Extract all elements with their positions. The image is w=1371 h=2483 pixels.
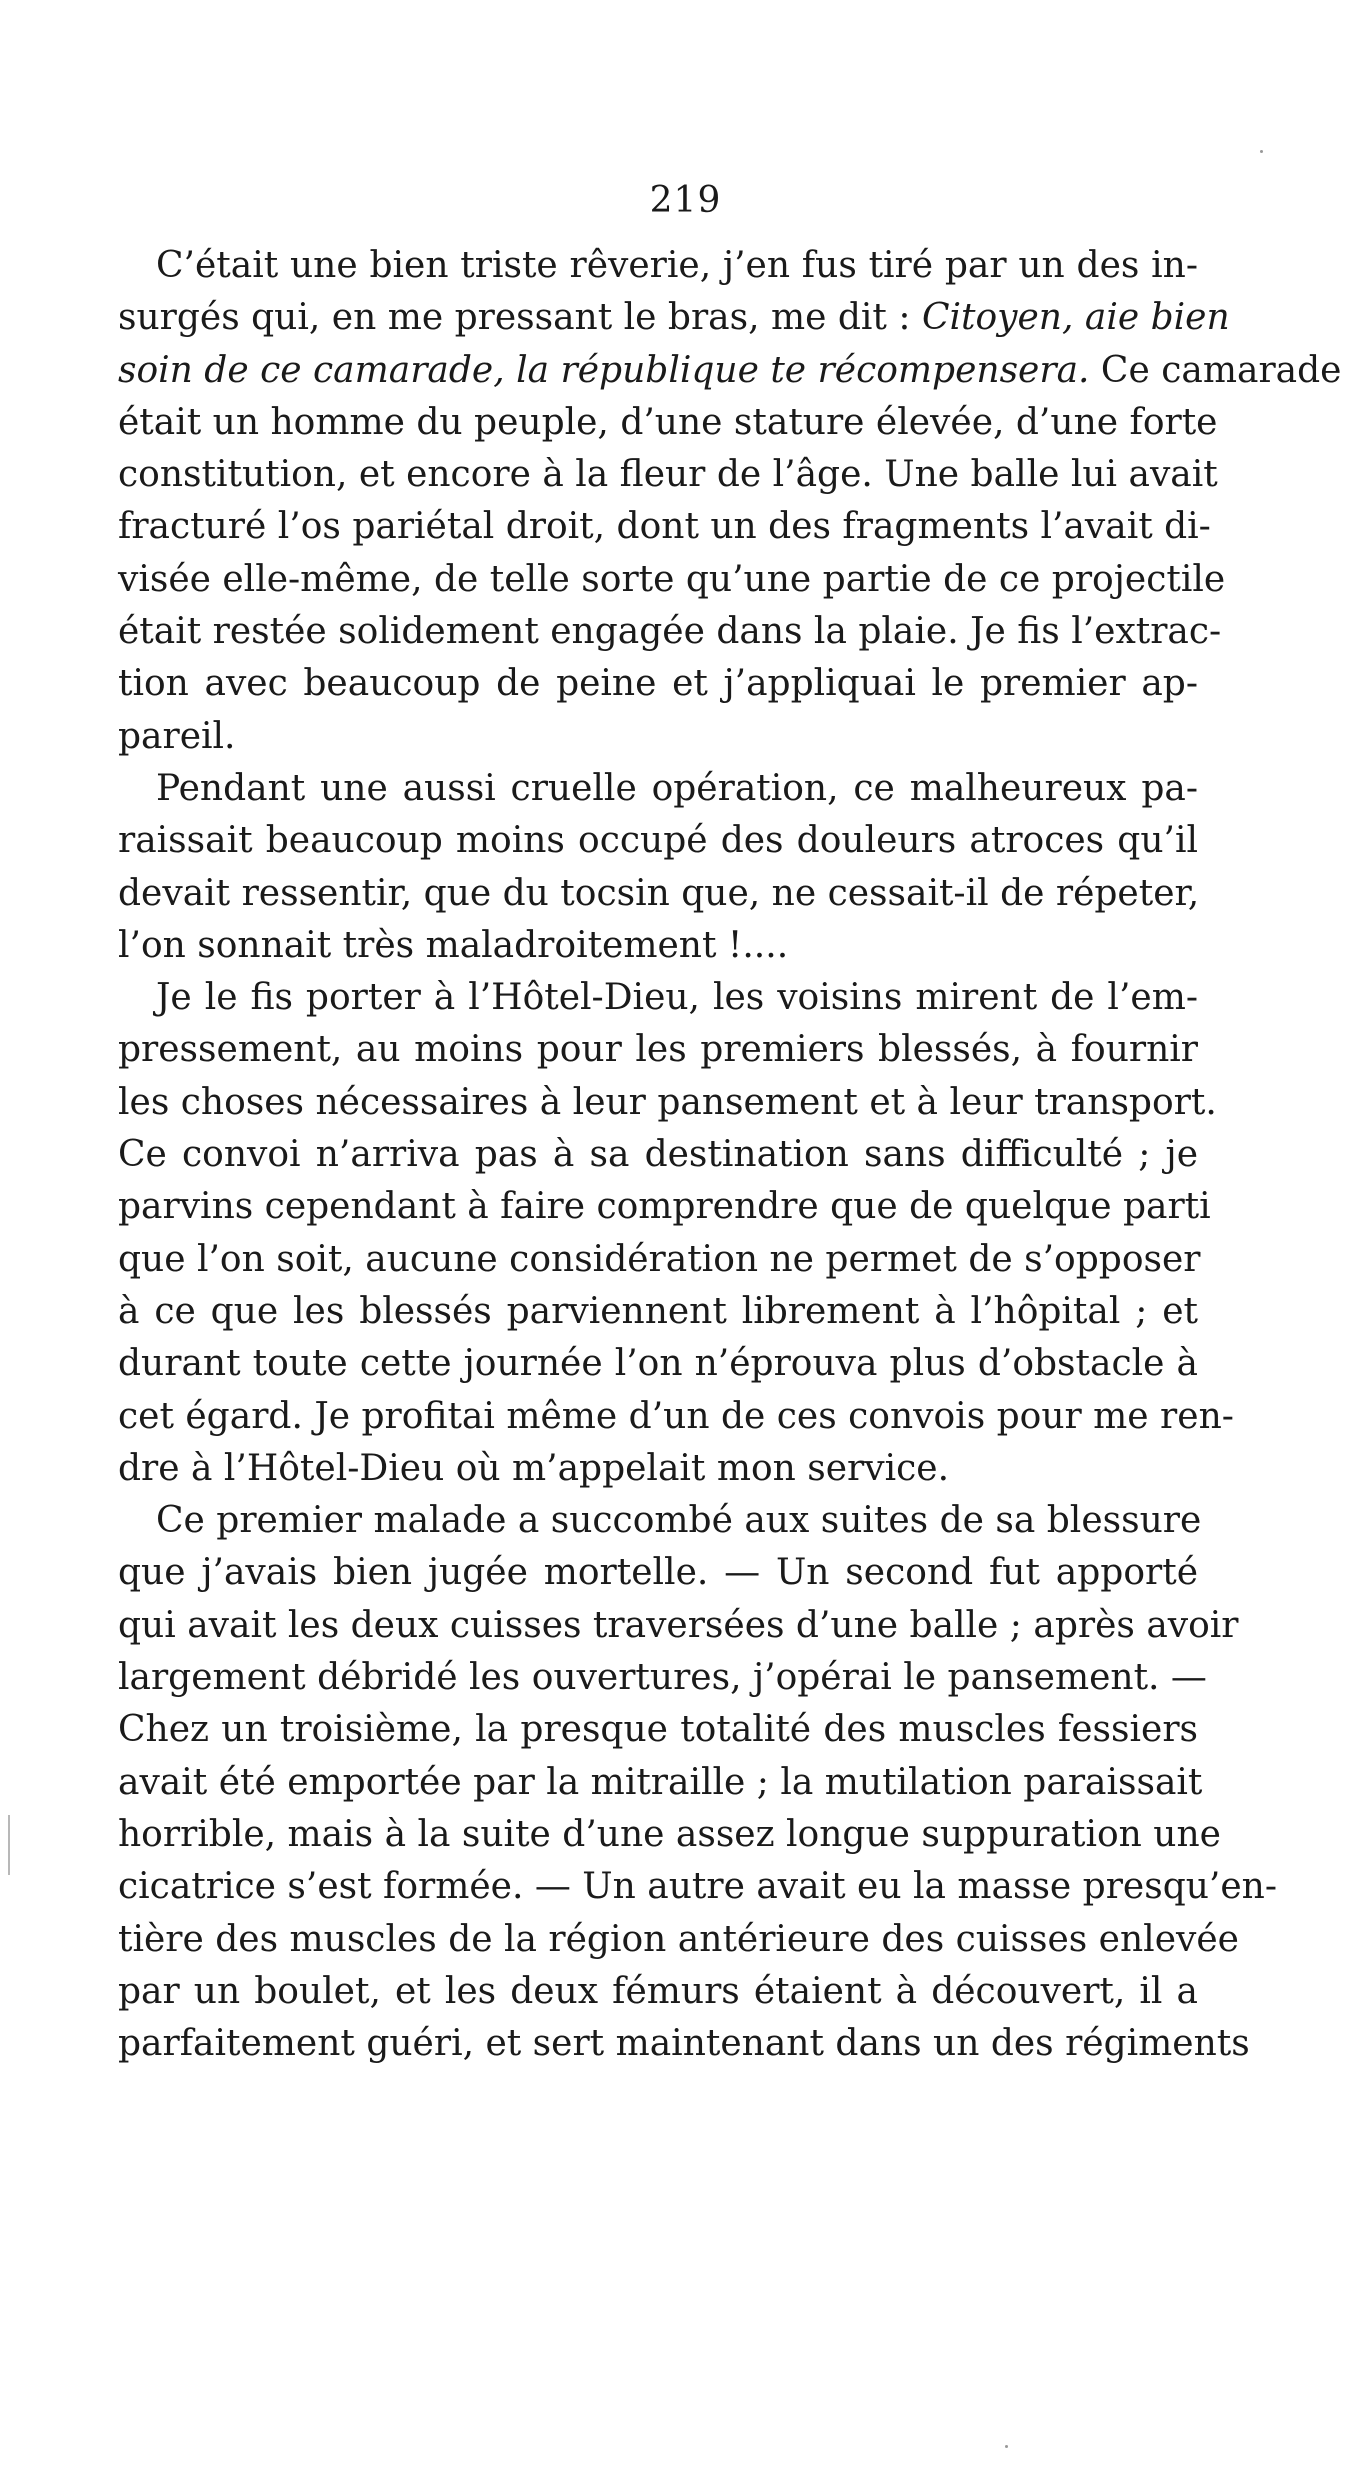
text-line: fracturé l’os pariétal droit, dont un des fragments l’avait di- — [118, 506, 1211, 548]
text-line: Chez un troisième, la presque totalité des muscles fessiers — [118, 1709, 1198, 1751]
paragraph-4 — [118, 1495, 1278, 2070]
italic-quote: soin de ce camarade, la république te récompensera. — [118, 349, 1090, 391]
text-line: dre à l’Hôtel-Dieu où m’appelait mon service. — [118, 1447, 950, 1489]
text-line: cet égard. Je profitai même d’un de ces convois pour me ren- — [118, 1395, 1234, 1437]
text-segment: surgés qui, en me pressant le bras, me dit : — [118, 297, 911, 339]
text-line: Ce convoi n’arriva pas à sa destination sans difficulté ; je — [118, 1134, 1198, 1176]
text-line: devait ressentir, que du tocsin que, ne cessait-il de répeter, — [118, 872, 1200, 914]
text-line: tion avec beaucoup de peine et j’appliquai le premier ap- — [118, 663, 1198, 705]
paragraph-3 — [118, 972, 1234, 1495]
body-text — [118, 240, 1342, 2070]
margin-mark — [8, 1815, 10, 1875]
text-line: pareil. — [118, 715, 236, 757]
text-line: était un homme du peuple, d’une stature élevée, d’une forte — [118, 401, 1218, 443]
italic-quote: Citoyen, aie bien — [921, 297, 1230, 339]
text-line: tière des muscles de la région antérieure des cuisses enlevée — [118, 1918, 1239, 1960]
text-line: les choses nécessaires à leur pansement et à leur transport. — [118, 1081, 1217, 1123]
text-line: Pendant une aussi cruelle opération, ce malheureux pa- — [156, 767, 1198, 809]
text-line: cicatrice s’est formée. — Un autre avait eu la masse presqu’en- — [118, 1866, 1278, 1908]
text-line: par un boulet, et les deux fémurs étaient à découvert, il a — [118, 1970, 1198, 2012]
text-line: visée elle-même, de telle sorte qu’une partie de ce projectile — [118, 558, 1226, 600]
text-line: pressement, au moins pour les premiers blessés, à fournir — [118, 1029, 1198, 1071]
text-line: largement débridé les ouvertures, j’opérai le pansement. — — [118, 1657, 1207, 1699]
text-line: durant toute cette journée l’on n’éprouva plus d’obstacle à — [118, 1343, 1198, 1385]
text-line: que l’on soit, aucune considération ne permet de s’opposer — [118, 1238, 1201, 1280]
text-line: l’on sonnait très maladroitement !.... — [118, 924, 789, 966]
text-line: raissait beaucoup moins occupé des douleurs atroces qu’il — [118, 820, 1198, 862]
paragraph-1 — [118, 240, 1342, 763]
paper-speck — [1260, 150, 1263, 153]
text-line: C’était une bien triste rêverie, j’en fus tiré par un des in- — [156, 245, 1198, 286]
text-line: constitution, et encore à la fleur de l’âge. Une balle lui avait — [118, 454, 1218, 496]
paragraph-2 — [118, 763, 1198, 972]
page-number: 219 — [649, 180, 722, 221]
text-line: que j’avais bien jugée mortelle. — Un second fut apporté — [118, 1552, 1198, 1594]
text-line — [118, 292, 1230, 344]
text-segment: Ce camarade — [1089, 349, 1342, 391]
text-line: parvins cependant à faire comprendre que de quelque parti — [118, 1186, 1211, 1228]
text-line: avait été emportée par la mitraille ; la mutilation paraissait — [118, 1761, 1203, 1803]
text-line: Je le fis porter à l’Hôtel-Dieu, les voisins mirent de l’em- — [156, 977, 1198, 1019]
paper-speck — [1005, 2445, 1008, 2448]
text-line: qui avait les deux cuisses traversées d’une balle ; après avoir — [118, 1604, 1239, 1646]
text-line: horrible, mais à la suite d’une assez longue suppuration une — [118, 1813, 1221, 1855]
text-line: Ce premier malade a succombé aux suites de sa blessure — [156, 1500, 1202, 1542]
text-line: était restée solidement engagée dans la plaie. Je fis l’extrac- — [118, 611, 1222, 653]
text-line: à ce que les blessés parviennent librement à l’hôpital ; et — [118, 1290, 1198, 1332]
text-line — [118, 345, 1342, 397]
text-line: parfaitement guéri, et sert maintenant dans un des régiments — [118, 2023, 1250, 2065]
